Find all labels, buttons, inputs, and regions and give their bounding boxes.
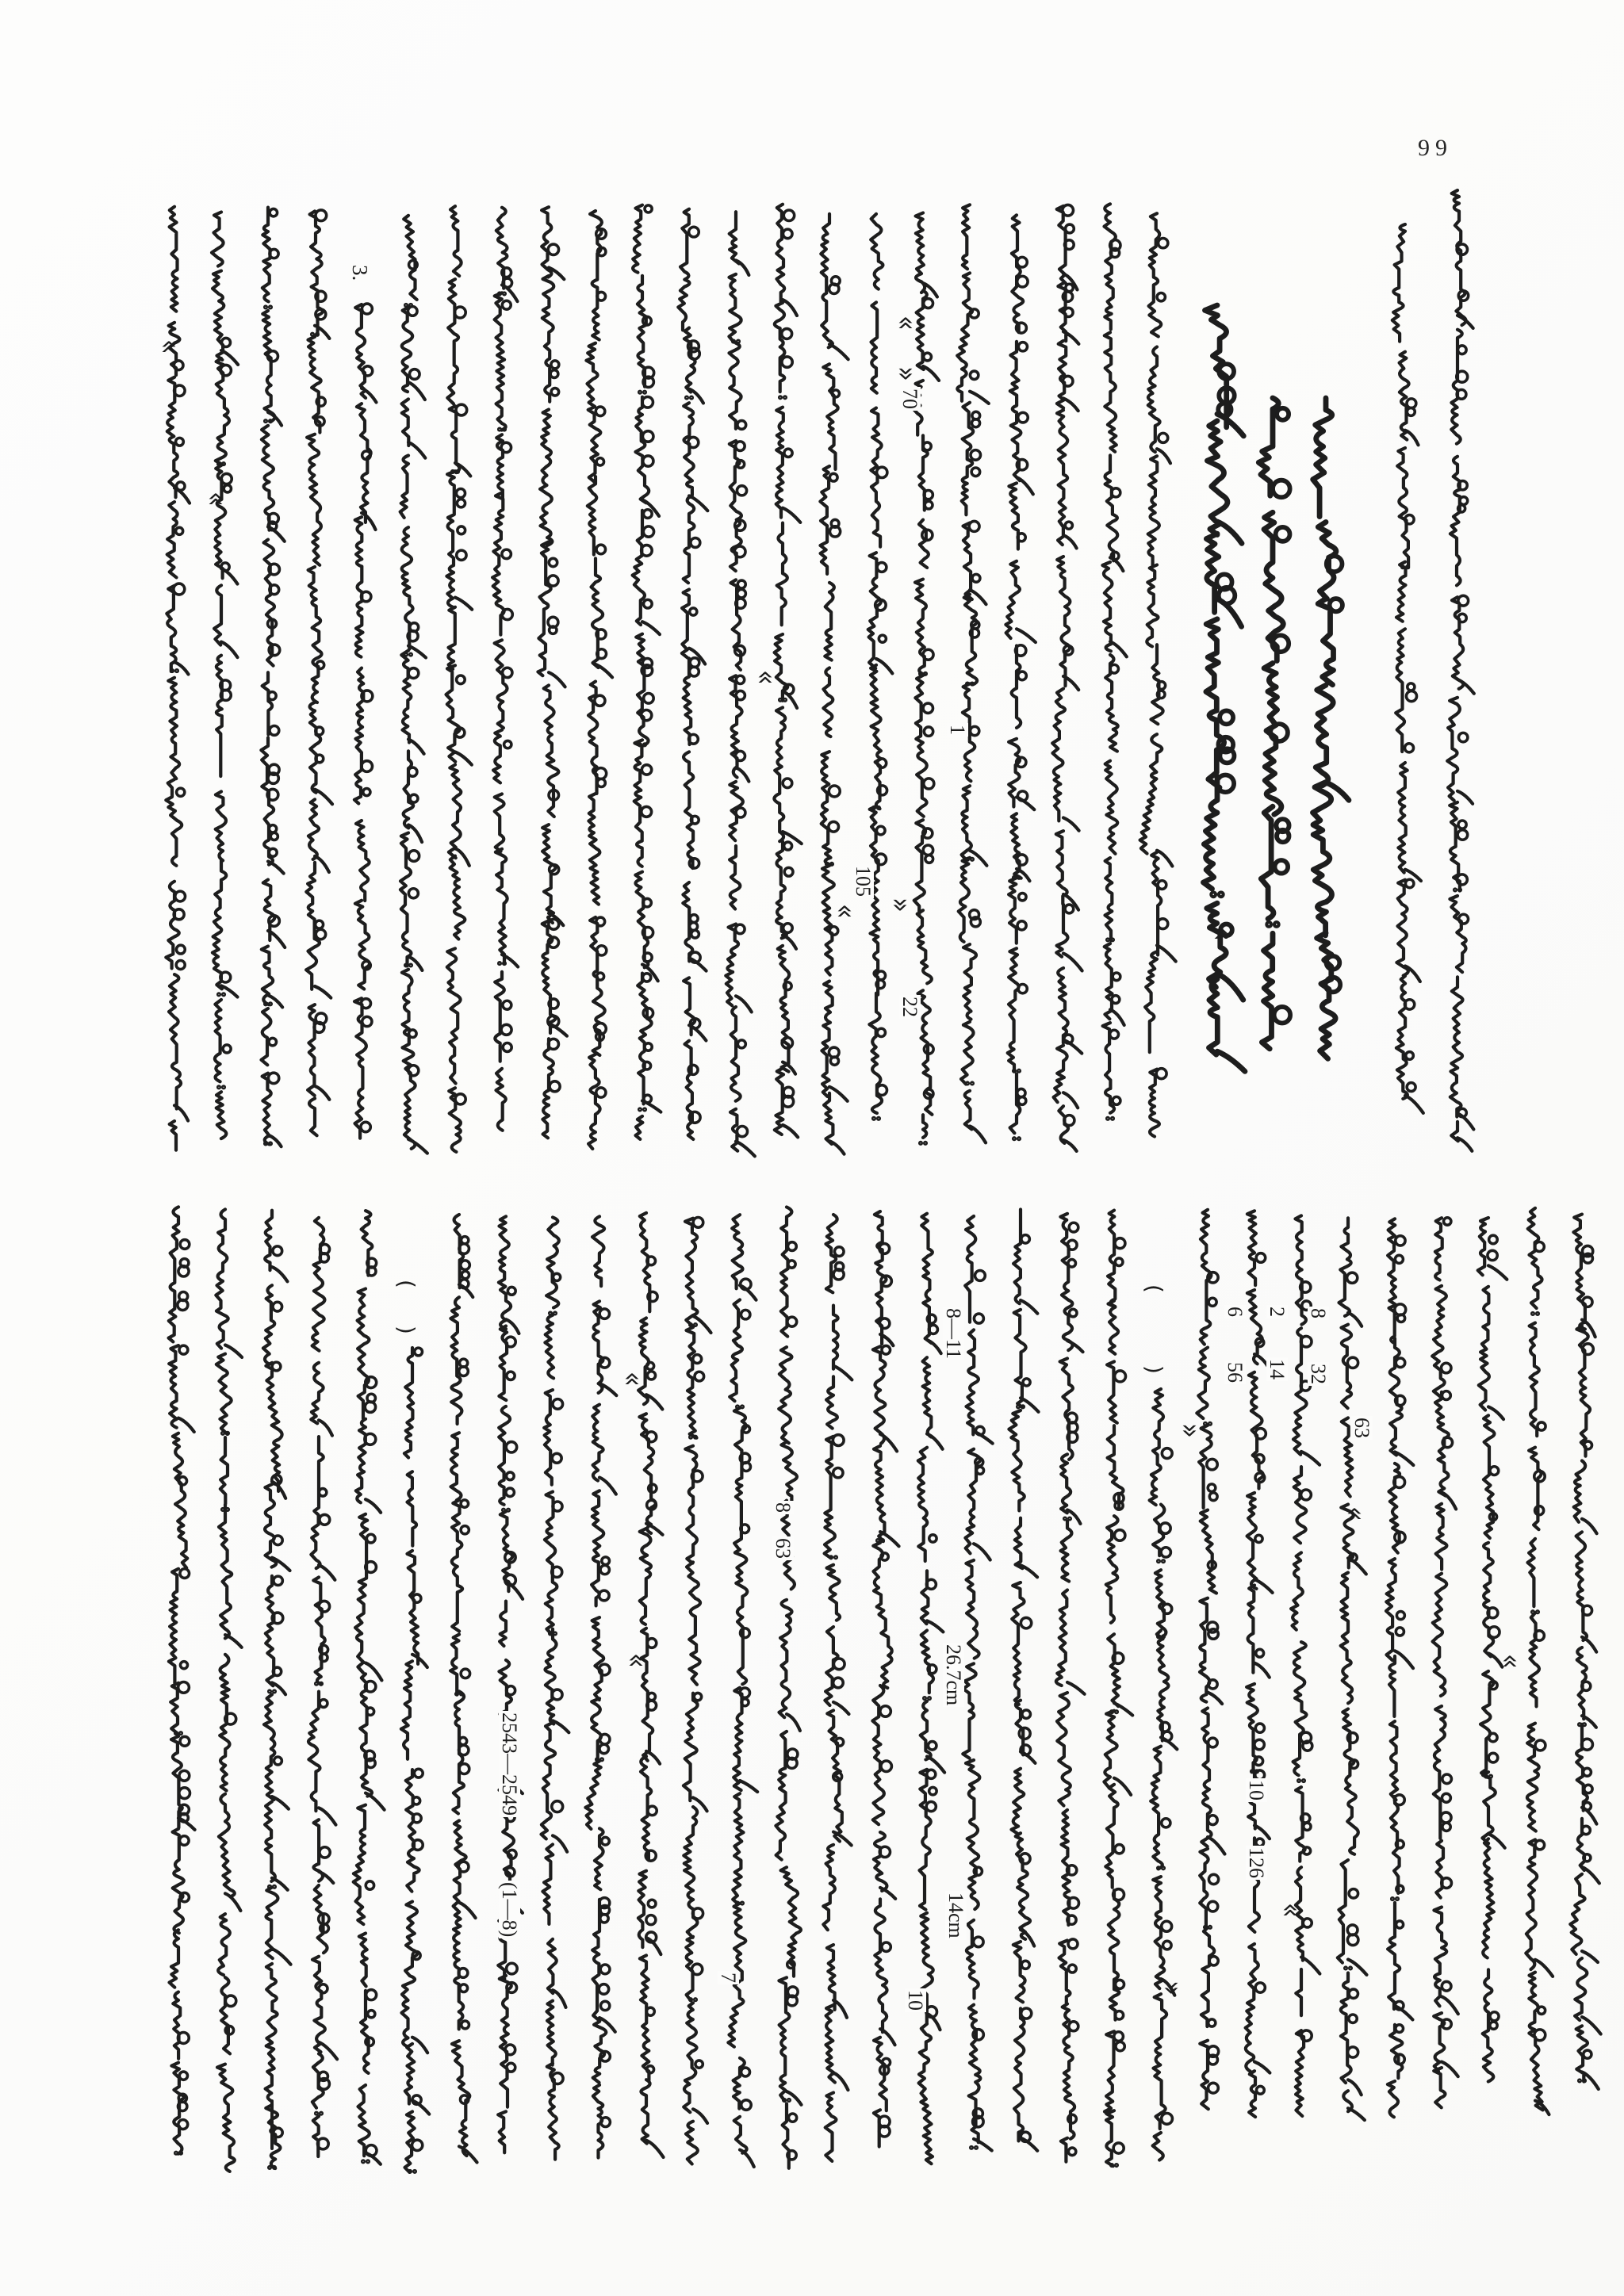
inline-numeral: 105 <box>852 866 875 897</box>
inline-numeral: 6 <box>1224 1307 1247 1317</box>
guillemet-mark: » <box>1173 1423 1209 1438</box>
paren-mark: ) <box>1141 1365 1167 1374</box>
guillemet-mark: « <box>828 904 864 919</box>
inline-numeral: 14 <box>1266 1359 1289 1380</box>
paren-mark: ) <box>393 1326 419 1334</box>
page-number: 99 <box>1418 135 1453 161</box>
guillemet-mark: « <box>199 492 236 507</box>
inline-numeral: 26.7cm <box>942 1644 966 1706</box>
inline-numeral: 70 <box>898 388 922 409</box>
inline-numeral: 126 <box>1245 1847 1269 1878</box>
guillemet-mark: « <box>749 670 785 685</box>
guillemet-mark: « <box>1493 1654 1530 1669</box>
paren-mark: ( <box>393 1280 419 1288</box>
paren-mark: ( <box>1141 1284 1167 1293</box>
guillemet-mark: « <box>1338 1506 1374 1521</box>
inline-numeral: 3. <box>347 265 372 281</box>
inline-numeral: 8 <box>772 1502 795 1513</box>
guillemet-mark: « <box>1274 1903 1310 1918</box>
inline-numeral: 2543—2549 <box>498 1712 522 1816</box>
guillemet-mark: « <box>619 1653 656 1668</box>
inline-numeral: 1 <box>946 725 970 735</box>
inline-numeral: 7 <box>717 1973 741 1983</box>
inline-numeral: 22 <box>898 997 922 1017</box>
inline-numeral: 8—11 <box>942 1308 966 1360</box>
inline-numeral: 63 <box>772 1538 795 1559</box>
inline-numeral: 2 <box>1266 1307 1289 1317</box>
inline-numeral: (1—8) <box>498 1882 522 1938</box>
citation-dash <box>270 2099 274 2150</box>
inline-numeral: 32 <box>1307 1364 1331 1384</box>
inline-numeral: 14cm <box>944 1892 968 1938</box>
guillemet-mark: » <box>883 897 920 913</box>
inline-numeral: 63 <box>1350 1418 1374 1438</box>
inline-numeral: 8 <box>1307 1308 1331 1318</box>
guillemet-mark: « <box>152 339 189 354</box>
guillemet-mark: « <box>889 316 925 331</box>
inline-numeral: 10 <box>904 1990 928 2011</box>
guillemet-mark: « <box>615 1372 652 1387</box>
inline-numeral: 56 <box>1224 1362 1247 1383</box>
guillemet-mark: » <box>1155 1980 1191 1996</box>
guillemet-mark: » <box>889 366 925 381</box>
inline-numeral: 10 <box>1245 1780 1269 1800</box>
guillemet-mark: « <box>1205 926 1241 941</box>
